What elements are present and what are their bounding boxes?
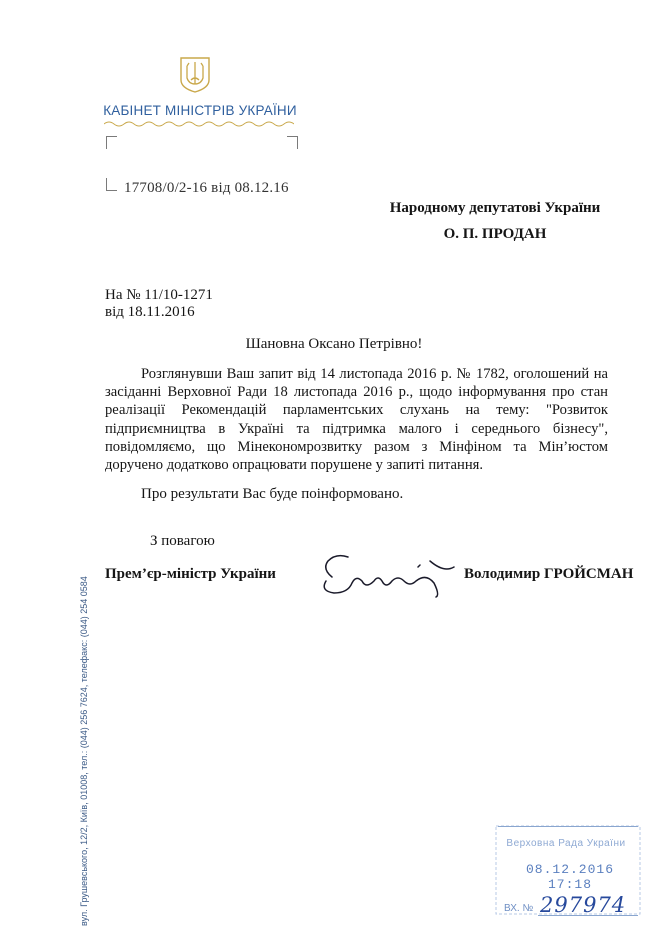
stamp-number: 297974 [540,893,627,917]
addressee-name: О. П. ПРОДАН [443,226,547,242]
organization-name: КАБІНЕТ МІНІСТРІВ УКРАЇНИ [103,103,297,118]
handwritten-signature-icon [318,547,458,599]
stamp-number-prefix: ВХ. № [504,903,534,914]
signer-position: Прем’єр-міністр України [105,566,276,582]
registration-frame-corner [106,178,117,191]
closing-regards: З повагою [150,533,215,549]
stamp-datetime: 08.12.2016 17:18 [525,862,614,892]
ornament-divider [104,120,294,128]
salutation: Шановна Оксано Петрівно! [245,336,423,352]
stamp-rule [498,826,638,827]
trident-emblem-icon [178,54,212,94]
body-paragraph: Розглянувши Ваш запит від 14 листопада 2016 р. № 1782, оголошений на засіданні Верховної Ради 18 листопада 2016 р., щодо інформування про стан реалізації Рекомендацій парламентських слухань на тему: "Розвиток підприємництва в Україні та підтримка малого і середнього бізнесу", повідомляємо, що Мінекономрозвитку разом з Мінфіном та Мін’юстом доручено додатково опрацювати порушене у запиті питання. [105,366,608,474]
reference-date: від 18.11.2016 [105,304,195,320]
registration-frame-corner [287,136,298,149]
stamp-header: Верховна Рада України [506,838,626,849]
address-footer: вул. Грушевського, 12/2, Київ, 01008, тел.: (044) 256 7624, телефакс: (044) 254 0584 [79,576,89,926]
reference-number: На № 11/10-1271 [105,287,213,303]
registration-frame-corner [106,136,117,149]
outgoing-number: 17708/0/2-16 від 08.12.16 [124,180,289,196]
stamp-rule [538,915,638,916]
addressee-title: Народному депутатові України [389,200,601,216]
signer-name: Володимир ГРОЙСМАН [464,566,634,582]
closing-paragraph: Про результати Вас буде поінформовано. [141,486,404,502]
